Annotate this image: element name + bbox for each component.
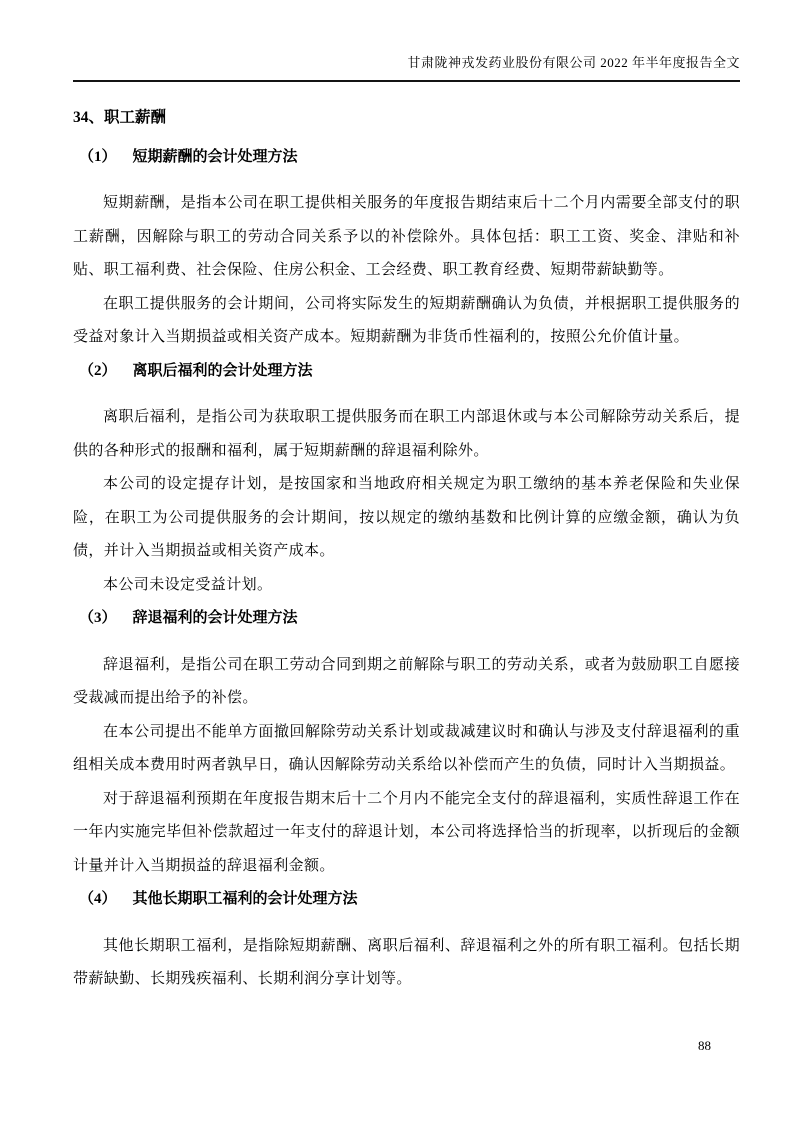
subsection-label: （2） [79, 362, 117, 379]
paragraph: 对于辞退福利预期在年度报告期末后十二个月内不能完全支付的辞退福利，实质性辞退工作在一年内实施完毕但补偿款超过一年支付的辞退计划，本公司将选择恰当的折现率，以折现后的金额计量并计入当期损益的辞退福利金额。 [73, 790, 740, 874]
paragraph: 本公司未设定受益计划。 [103, 576, 273, 593]
subsection-title: 其他长期职工福利的会计处理方法 [132, 891, 358, 907]
section-heading: 34、职工薪酬 [73, 109, 167, 126]
paragraph: 本公司的设定提存计划，是按国家和当地政府相关规定为职工缴纳的基本养老保险和失业保险，在职工为公司提供服务的会计期间，按以规定的缴纳基数和比例计算的应缴金额，确认为负债，并计入当期损益或相关资产成本。 [73, 476, 740, 559]
page-body [73, 101, 740, 997]
paragraph: 在职工提供服务的会计期间，公司将实际发生的短期薪酬确认为负债，并根据职工提供服务的受益对象计入当期损益或相关资产成本。短期薪酬为非货币性福利的，按照公允价值计量。 [73, 295, 740, 345]
subsection-title: 辞退福利的会计处理方法 [132, 610, 298, 626]
subsection-label: （1） [79, 148, 117, 165]
subsection-heading [73, 602, 740, 636]
subsection-heading [73, 141, 740, 175]
subsection-title: 离职后福利的会计处理方法 [132, 362, 313, 379]
subsection-heading [73, 883, 740, 917]
paragraph: 在本公司提出不能单方面撤回解除劳动关系计划或裁减建议时和确认与涉及支付辞退福利的重组相关成本费用时两者孰早日，确认因解除劳动关系给以补偿而产生的负债，同时计入当期损益。 [73, 723, 740, 773]
paragraph: 短期薪酬，是指本公司在职工提供相关服务的年度报告期结束后十二个月内需要全部支付的职工薪酬，因解除与职工的劳动合同关系予以的补偿除外。具体包括：职工工资、奖金、津贴和补贴、职工福利费、社会保险、住房公积金、工会经费、职工教育经费、短期带薪缺勤等。 [73, 195, 740, 278]
subsection-label: （4） [79, 891, 117, 907]
paragraph: 辞退福利，是指公司在职工劳动合同到期之前解除与职工的劳动关系，或者为鼓励职工自愿接受裁减而提出给予的补偿。 [73, 656, 740, 706]
paragraph: 离职后福利，是指公司为获取职工提供服务而在职工内部退休或与本公司解除劳动关系后，提供的各种形式的报酬和福利，属于短期薪酬的辞退福利除外。 [73, 409, 740, 459]
subsection-post-employment-benefits [73, 355, 740, 603]
page-header [73, 0, 740, 82]
subsection-label: （3） [79, 610, 117, 626]
subsection-short-term-compensation [73, 141, 740, 355]
subsection-title: 短期薪酬的会计处理方法 [132, 148, 298, 165]
paragraph: 其他长期职工福利，是指除短期薪酬、离职后福利、辞退福利之外的所有职工福利。包括长期带薪缺勤、长期残疾福利、长期利润分享计划等。 [73, 937, 740, 987]
subsection-heading [73, 355, 740, 389]
header-title: 甘肃陇神戎发药业股份有限公司 2022 年半年度报告全文 [407, 55, 740, 70]
page-number: 88 [698, 1038, 711, 1053]
subsection-other-long-term-benefits [73, 883, 740, 997]
subsection-termination-benefits [73, 602, 740, 883]
